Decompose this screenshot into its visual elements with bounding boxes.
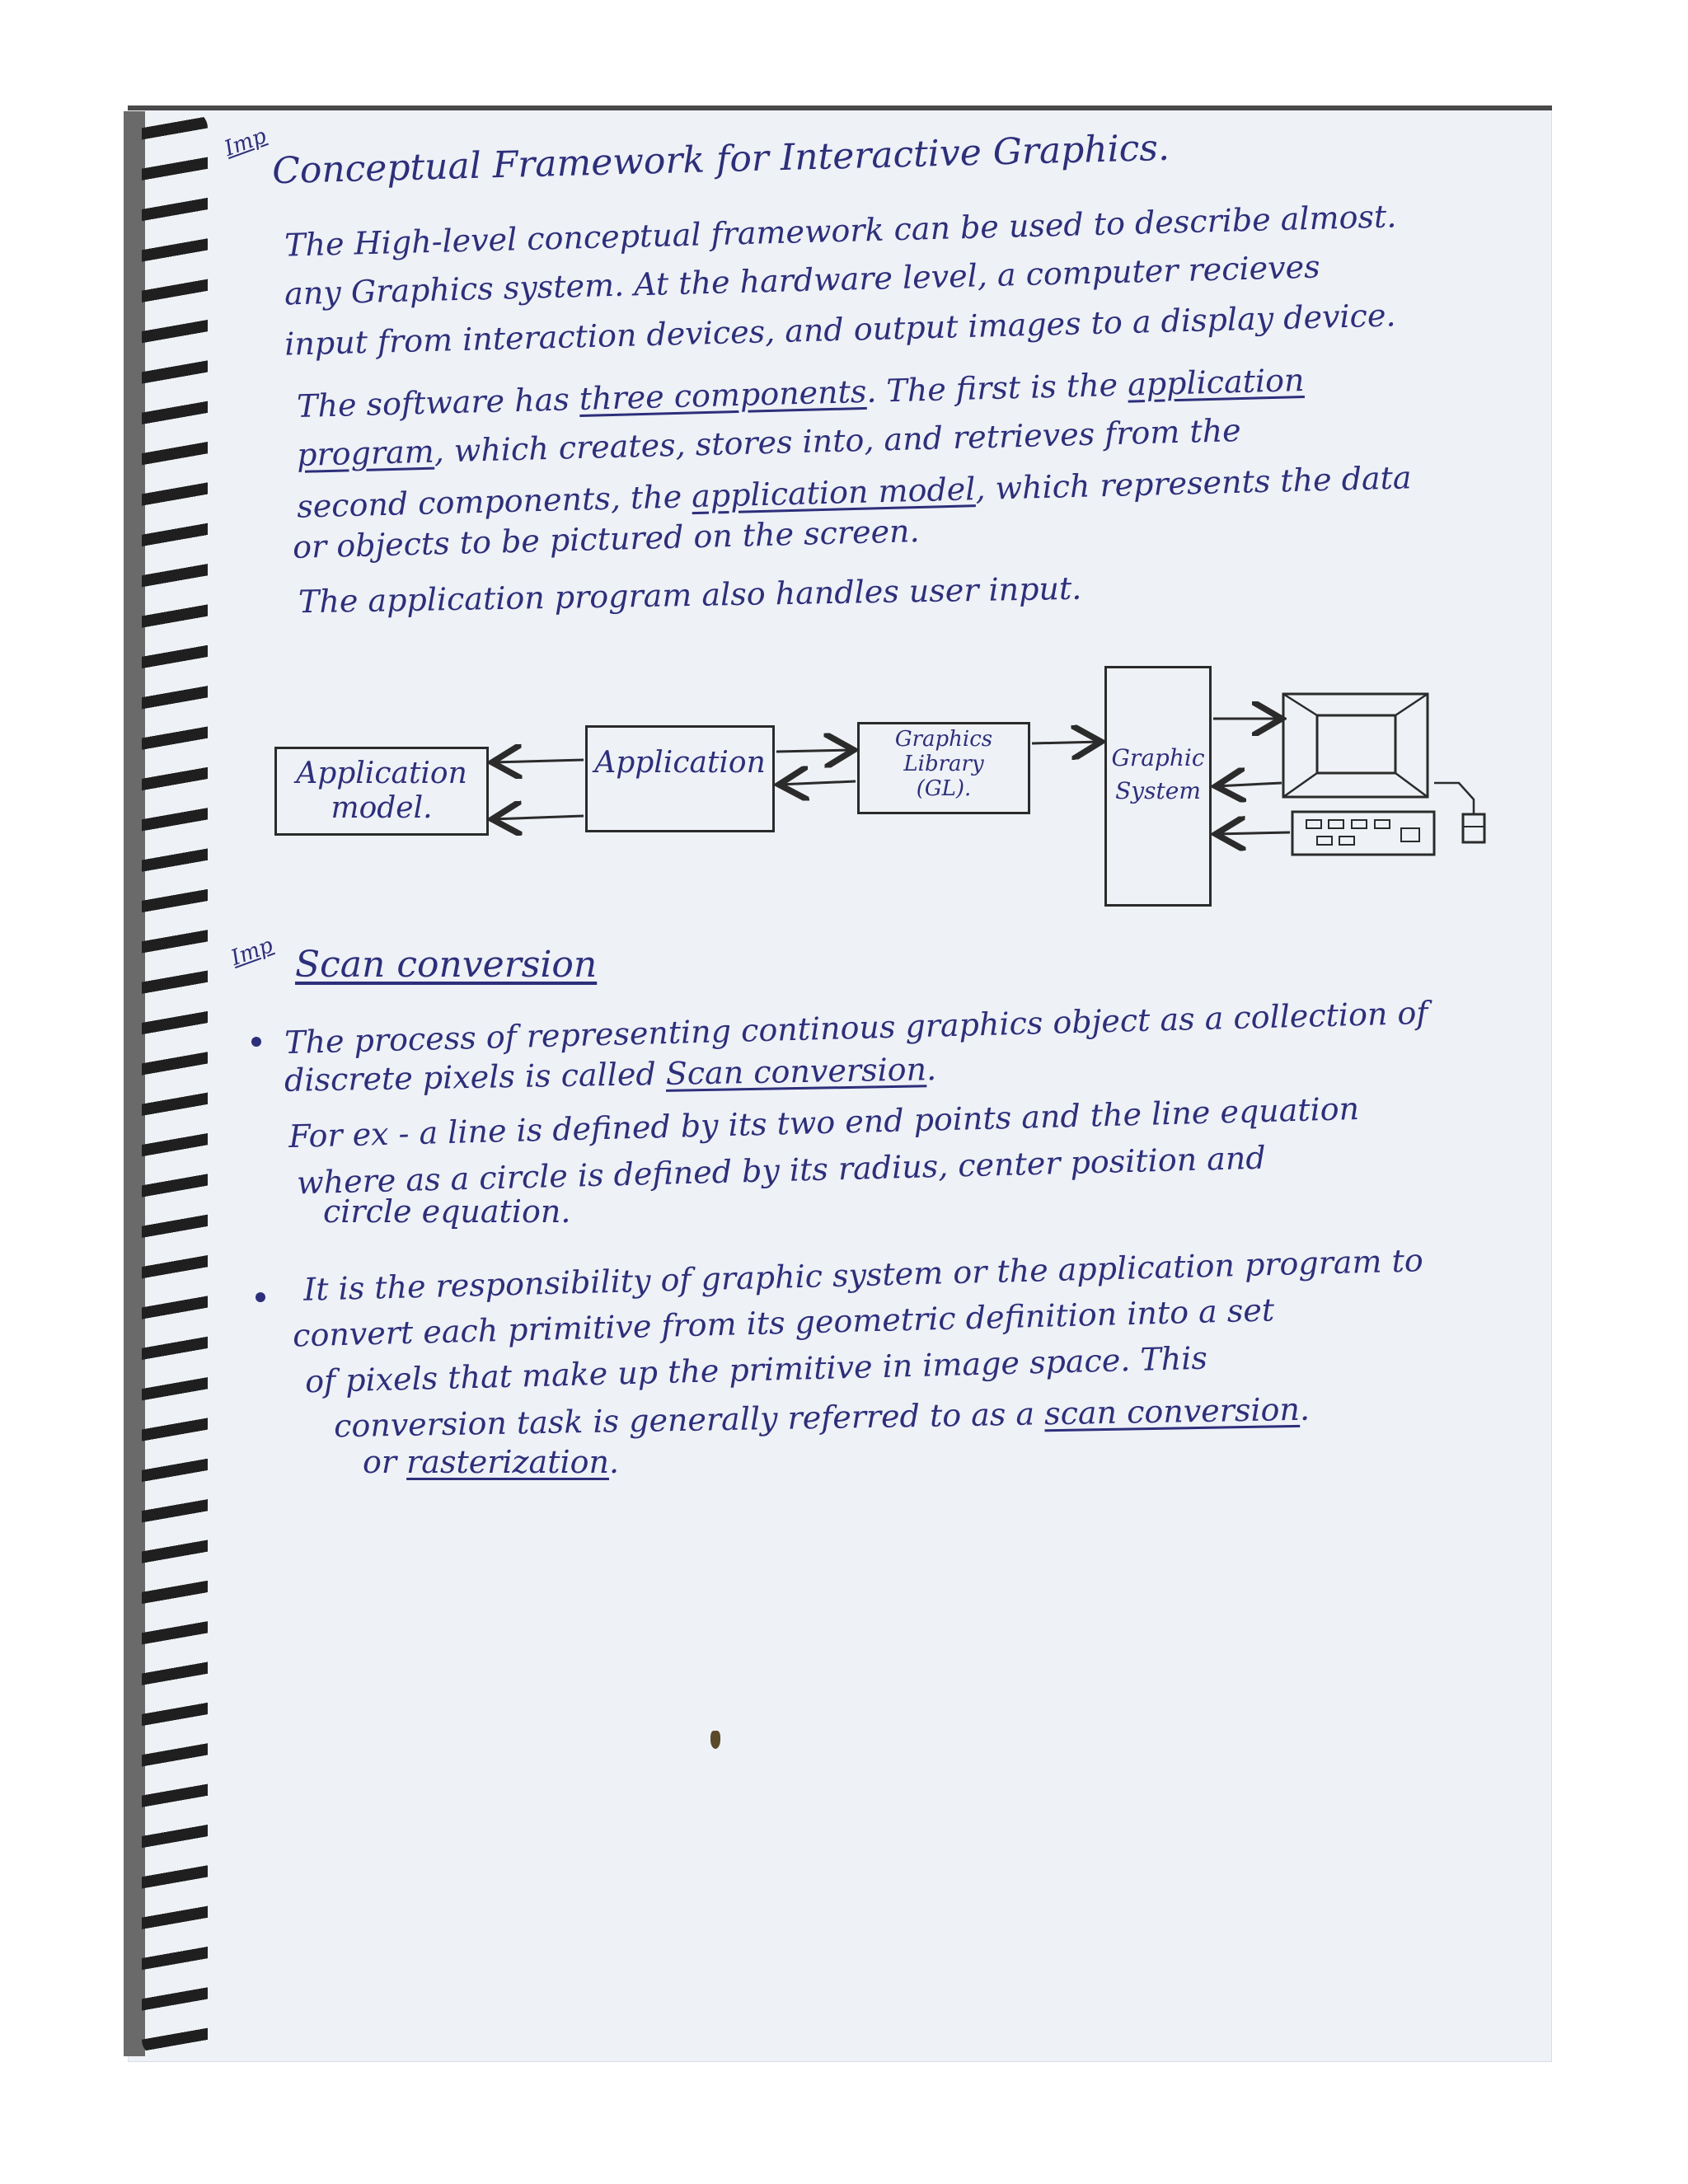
underlined-term: Scan conversion <box>665 1051 927 1092</box>
paragraph-line: second components, the application model, which represents the data <box>296 459 1413 525</box>
paragraph-line: For ex - a line is defined by its two end points and the line equation <box>288 1090 1360 1155</box>
application-label: Application <box>594 746 766 780</box>
graphic-system-label: Graphic System <box>1111 744 1205 804</box>
ink-smudge <box>710 1731 720 1749</box>
arrow-to-gl <box>776 750 854 752</box>
underlined-term: program <box>296 433 435 473</box>
paragraph-line: where as a circle is defined by its radius, center position and <box>296 1139 1267 1202</box>
paragraph-line: conversion task is generally referred to as a scan conversion. <box>333 1390 1311 1445</box>
paragraph-line: input from interaction devices, and output images to a display device. <box>284 297 1397 363</box>
paragraph-line: convert each primitive from its geometric definition into a set <box>292 1291 1275 1354</box>
graphics-library-label: Graphics Library (GL). <box>894 727 993 801</box>
bullet-icon <box>256 1292 265 1302</box>
keyboard-icon <box>1292 812 1434 855</box>
underlined-term: application <box>1127 362 1305 403</box>
section-title-conceptual-framework: Conceptual Framework for Interactive Graphics. <box>271 126 1170 193</box>
underlined-term: application model <box>691 471 976 515</box>
paragraph-line: any Graphics system. At the hardware level, a computer recieves <box>284 248 1321 312</box>
underlined-term: scan conversion <box>1043 1390 1301 1432</box>
paragraph-line: or rasterization. <box>363 1444 620 1480</box>
underlined-term: three components <box>579 373 867 418</box>
section-title-scan-conversion: Scan conversion <box>295 944 598 986</box>
arrow-to-graphic-system <box>1032 742 1101 743</box>
arrow-to-app-model <box>492 760 584 762</box>
bullet-icon <box>251 1037 261 1047</box>
paragraph-line: or objects to be pictured on the screen. <box>292 513 921 565</box>
paragraph-line: discrete pixels is called Scan conversion. <box>284 1051 937 1099</box>
paragraph-line: The software has three components. The first is the application <box>296 362 1305 424</box>
paragraph-line: The process of representing continous graphics object as a collection of <box>284 994 1428 1062</box>
mouse-icon <box>1434 783 1484 842</box>
paragraph-line: of pixels that make up the primitive in image space. This <box>304 1339 1208 1400</box>
imp-mark-2: Imp <box>227 933 277 971</box>
monitor-icon <box>1283 694 1428 797</box>
paragraph-line: The High-level conceptual framework can be used to describe almost. <box>284 198 1397 264</box>
paragraph-line: The application program also handles user input. <box>298 569 1082 621</box>
underlined-term: rasterization <box>406 1444 609 1480</box>
arrow-from-display <box>1216 783 1282 786</box>
arrow-to-application <box>779 781 856 785</box>
imp-mark-1: Imp <box>221 124 270 162</box>
application-model-label: Application model. <box>296 757 467 825</box>
paragraph-line: It is the responsibility of graphic system or the application program to <box>302 1242 1424 1308</box>
paragraph-line: program, which creates, stores into, and retrieves from the <box>296 412 1242 473</box>
arrow-from-keyboard <box>1216 832 1290 834</box>
arrow-to-app-model-2 <box>492 816 584 819</box>
paragraph-line: circle equation. <box>323 1193 571 1230</box>
